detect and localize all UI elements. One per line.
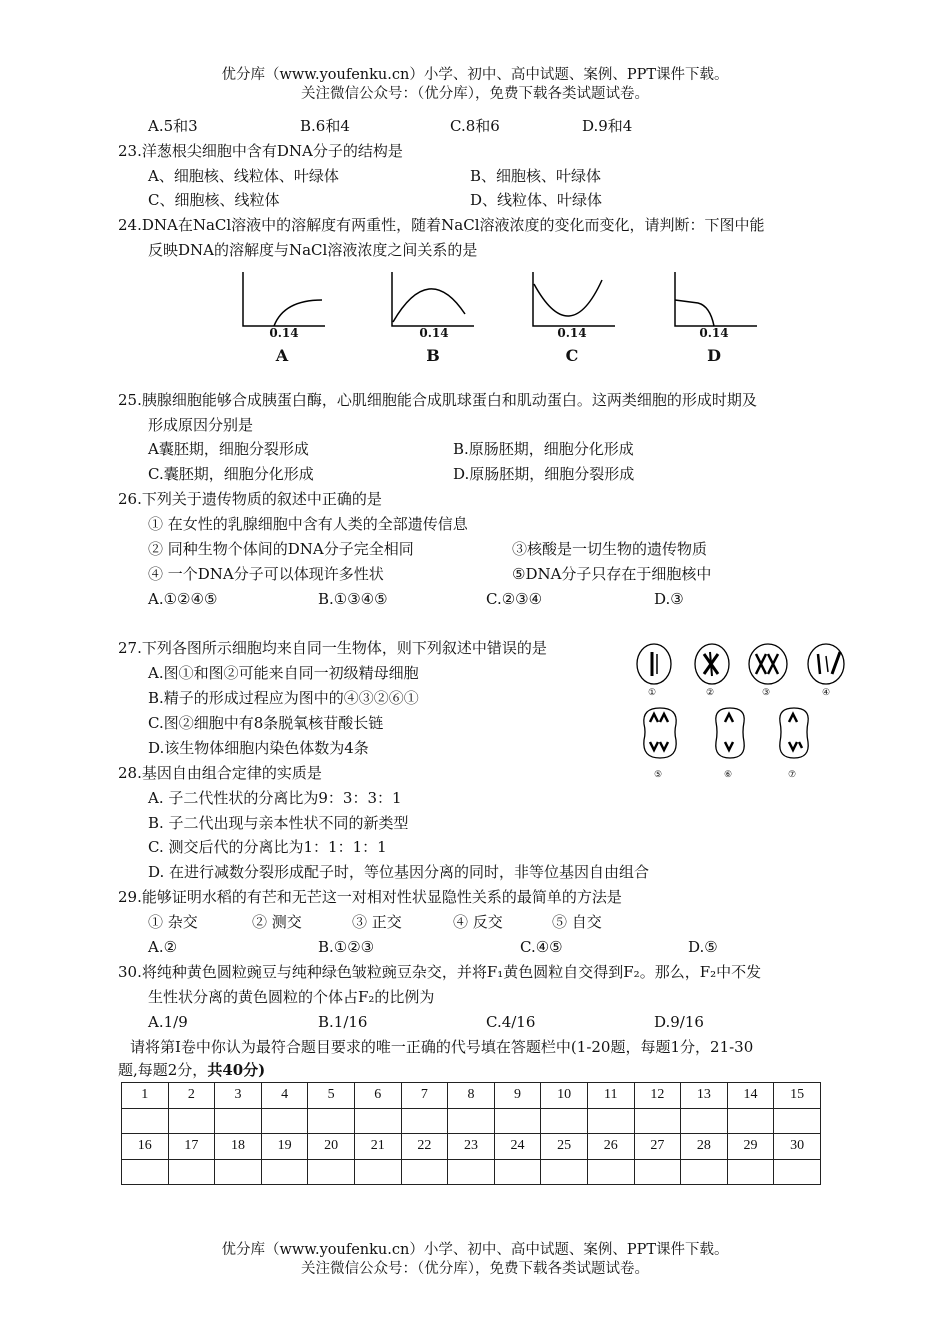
cell-label-5: ⑤ bbox=[654, 770, 663, 780]
q28-option-d: D. 在进行减数分裂形成配子时，等位基因分离的同时，非等位基因自由组合 bbox=[148, 863, 650, 881]
answer-number: 1 bbox=[122, 1083, 169, 1109]
q29-item-1: ① 杂交 bbox=[148, 913, 198, 931]
q29-item-5: ⑤ 自交 bbox=[552, 913, 602, 931]
answer-cell[interactable] bbox=[215, 1159, 262, 1185]
answer-cell[interactable] bbox=[587, 1159, 634, 1185]
page-footer-line1: 优分库（www.youfenku.cn）小学、初中、高中试题、案例、PPT课件下载。 bbox=[221, 1242, 729, 1258]
answer-cell[interactable] bbox=[122, 1159, 169, 1185]
answer-number: 3 bbox=[215, 1083, 262, 1109]
answer-number: 29 bbox=[727, 1134, 774, 1160]
answer-number: 28 bbox=[681, 1134, 728, 1160]
q27-option-c: C.图②细胞中有8条脱氧核苷酸长链 bbox=[148, 714, 384, 732]
graph-a-label: A bbox=[275, 346, 289, 365]
answer-table bbox=[121, 1082, 821, 1185]
answer-cell[interactable] bbox=[261, 1159, 308, 1185]
answer-number: 6 bbox=[354, 1083, 401, 1109]
answer-cell[interactable] bbox=[494, 1159, 541, 1185]
answer-cell[interactable] bbox=[494, 1108, 541, 1134]
answer-cell[interactable] bbox=[168, 1108, 215, 1134]
answer-cell[interactable] bbox=[122, 1108, 169, 1134]
graph-c bbox=[530, 270, 630, 370]
answer-cell[interactable] bbox=[354, 1159, 401, 1185]
instruction-total-points: 共40分) bbox=[207, 1061, 266, 1079]
answer-number: 11 bbox=[587, 1083, 634, 1109]
graph-a bbox=[240, 270, 340, 370]
q28-stem: 28.基因自由组合定律的实质是 bbox=[118, 764, 322, 782]
page-header-line2: 关注微信公众号：（优分库），免费下载各类试题试卷。 bbox=[301, 86, 649, 102]
answer-cell[interactable] bbox=[681, 1159, 728, 1185]
answer-cell[interactable] bbox=[401, 1159, 448, 1185]
q29-stem: 29.能够证明水稻的有芒和无芒这一对相对性状显隐性关系的最简单的方法是 bbox=[118, 888, 622, 906]
answer-number: 17 bbox=[168, 1134, 215, 1160]
cell-label-7: ⑦ bbox=[788, 770, 797, 780]
q24-stem-line2: 反映DNA的溶解度与NaCl溶液浓度之间关系的是 bbox=[148, 241, 478, 259]
answer-cell[interactable] bbox=[681, 1108, 728, 1134]
answer-number: 8 bbox=[448, 1083, 495, 1109]
cell-label-6: ⑥ bbox=[724, 770, 733, 780]
q29-option-a: A.② bbox=[148, 938, 178, 956]
q29-option-d: D.⑤ bbox=[688, 938, 718, 956]
q25-option-c: C.囊胚期，细胞分化形成 bbox=[148, 465, 314, 483]
answer-blank-row-2 bbox=[122, 1159, 821, 1185]
answer-cell[interactable] bbox=[308, 1159, 355, 1185]
answer-number: 2 bbox=[168, 1083, 215, 1109]
q28-option-a: A. 子二代性状的分离比为9：3：3：1 bbox=[148, 789, 402, 807]
answer-cell[interactable] bbox=[354, 1108, 401, 1134]
q26-option-d: D.③ bbox=[654, 590, 684, 608]
q29-item-2: ② 测交 bbox=[252, 913, 302, 931]
q26-item-1: ① 在女性的乳腺细胞中含有人类的全部遗传信息 bbox=[148, 515, 468, 533]
q26-item-2: ② 同种生物个体间的DNA分子完全相同 bbox=[148, 540, 414, 558]
cell-label-1: ① bbox=[648, 688, 657, 698]
q26-option-b: B.①③④⑤ bbox=[318, 590, 388, 608]
q26-item-5: ⑤DNA分子只存在于细胞核中 bbox=[512, 565, 712, 583]
answer-number: 14 bbox=[727, 1083, 774, 1109]
q26-item-4: ④ 一个DNA分子可以体现许多性状 bbox=[148, 565, 384, 583]
q23-option-a: A、细胞核、线粒体、叶绿体 bbox=[148, 167, 339, 185]
answer-cell[interactable] bbox=[401, 1108, 448, 1134]
answer-number: 5 bbox=[308, 1083, 355, 1109]
instruction-line2-text: 题,每题2分， bbox=[118, 1061, 208, 1079]
answer-cell[interactable] bbox=[727, 1159, 774, 1185]
q30-option-c: C.4/16 bbox=[486, 1013, 536, 1031]
answer-cell[interactable] bbox=[448, 1108, 495, 1134]
q25-option-d: D.原肠胚期，细胞分裂形成 bbox=[453, 465, 635, 483]
graph-a-tick: 0.14 bbox=[269, 326, 299, 340]
q26-stem: 26.下列关于遗传物质的叙述中正确的是 bbox=[118, 490, 382, 508]
q23-option-c: C、细胞核、线粒体 bbox=[148, 191, 280, 209]
cell-label-3: ③ bbox=[762, 688, 771, 698]
answer-cell[interactable] bbox=[541, 1108, 588, 1134]
answer-number: 26 bbox=[587, 1134, 634, 1160]
q22-option-a: A.5和3 bbox=[148, 117, 198, 135]
q26-option-a: A.①②④⑤ bbox=[148, 590, 218, 608]
answer-number: 24 bbox=[494, 1134, 541, 1160]
cell-label-4: ④ bbox=[822, 688, 831, 698]
answer-number: 13 bbox=[681, 1083, 728, 1109]
q25-stem-line1: 25.胰腺细胞能够合成胰蛋白酶，心肌细胞能合成肌球蛋白和肌动蛋白。这两类细胞的形成时期及 bbox=[118, 391, 757, 409]
answer-cell[interactable] bbox=[541, 1159, 588, 1185]
answer-cell[interactable] bbox=[634, 1159, 681, 1185]
answer-blank-row-1 bbox=[122, 1108, 821, 1134]
q25-stem-line2: 形成原因分别是 bbox=[148, 416, 254, 434]
q23-option-b: B、细胞核、叶绿体 bbox=[470, 167, 602, 185]
answer-number: 30 bbox=[774, 1134, 821, 1160]
q27-stem: 27.下列各图所示细胞均来自同一生物体，则下列叙述中错误的是 bbox=[118, 639, 547, 657]
graph-d-label: D bbox=[707, 346, 721, 365]
answer-cell[interactable] bbox=[261, 1108, 308, 1134]
answer-number: 23 bbox=[448, 1134, 495, 1160]
q26-option-c: C.②③④ bbox=[486, 590, 543, 608]
answer-number: 10 bbox=[541, 1083, 588, 1109]
answer-cell[interactable] bbox=[168, 1159, 215, 1185]
answer-number: 4 bbox=[261, 1083, 308, 1109]
cell-label-2: ② bbox=[706, 688, 715, 698]
answer-number: 7 bbox=[401, 1083, 448, 1109]
q30-option-d: D.9/16 bbox=[654, 1013, 704, 1031]
q30-option-a: A.1/9 bbox=[148, 1013, 188, 1031]
q30-stem-line2: 生性状分离的黄色圆粒的个体占F₂的比例为 bbox=[148, 988, 435, 1006]
q22-option-d: D.9和4 bbox=[582, 117, 633, 135]
answer-number: 12 bbox=[634, 1083, 681, 1109]
q27-option-a: A.图①和图②可能来自同一初级精母细胞 bbox=[148, 664, 419, 682]
answer-number: 15 bbox=[774, 1083, 821, 1109]
page-footer-line2: 关注微信公众号：（优分库），免费下载各类试题试卷。 bbox=[301, 1261, 649, 1277]
q25-option-b: B.原肠胚期，细胞分化形成 bbox=[453, 440, 634, 458]
answer-cell[interactable] bbox=[308, 1108, 355, 1134]
q29-option-c: C.④⑤ bbox=[520, 938, 563, 956]
answer-number: 16 bbox=[122, 1134, 169, 1160]
graph-b-label: B bbox=[426, 346, 440, 365]
answer-cell[interactable] bbox=[448, 1159, 495, 1185]
q25-option-a: A囊胚期，细胞分裂形成 bbox=[148, 440, 309, 458]
q26-item-3: ③核酸是一切生物的遗传物质 bbox=[512, 540, 708, 558]
graph-b bbox=[389, 270, 489, 370]
q30-option-b: B.1/16 bbox=[318, 1013, 368, 1031]
answer-number: 18 bbox=[215, 1134, 262, 1160]
answer-header-row-1 bbox=[122, 1083, 821, 1109]
graph-c-tick: 0.14 bbox=[557, 326, 587, 340]
answer-cell[interactable] bbox=[727, 1108, 774, 1134]
answer-number: 19 bbox=[261, 1134, 308, 1160]
graph-d bbox=[672, 270, 772, 370]
q23-stem: 23.洋葱根尖细胞中含有DNA分子的结构是 bbox=[118, 142, 403, 160]
answer-cell[interactable] bbox=[774, 1159, 821, 1185]
answer-number: 21 bbox=[354, 1134, 401, 1160]
q29-item-3: ③ 正交 bbox=[352, 913, 402, 931]
graph-c-label: C bbox=[565, 346, 579, 365]
q30-stem-line1: 30.将纯种黄色圆粒豌豆与纯种绿色皱粒豌豆杂交，并将F₁黄色圆粒自交得到F₂。那么，F₂中不发 bbox=[118, 963, 762, 981]
answer-number: 20 bbox=[308, 1134, 355, 1160]
q27-option-d: D.该生物体细胞内染色体数为4条 bbox=[148, 739, 369, 757]
cell-division-figure bbox=[634, 642, 854, 787]
graph-b-tick: 0.14 bbox=[419, 326, 449, 340]
q22-option-c: C.8和6 bbox=[450, 117, 500, 135]
answer-cell[interactable] bbox=[215, 1108, 262, 1134]
q29-option-b: B.①②③ bbox=[318, 938, 375, 956]
q28-option-c: C. 测交后代的分离比为1：1：1：1 bbox=[148, 838, 387, 856]
instruction-line2 bbox=[118, 1060, 265, 1080]
answer-header-row-2 bbox=[122, 1134, 821, 1160]
instruction-line1: 请将第Ⅰ卷中你认为最符合题目要求的唯一正确的代号填在答题栏中(1-20题，每题1分，21-30 bbox=[130, 1038, 754, 1056]
q24-stem-line1: 24.DNA在NaCl溶液中的溶解度有两重性，随着NaCl溶液浓度的变化而变化，请判断：下图中能 bbox=[118, 216, 765, 234]
q27-option-b: B.精子的形成过程应为图中的④③②⑥① bbox=[148, 689, 419, 707]
q29-item-4: ④ 反交 bbox=[453, 913, 503, 931]
answer-cell[interactable] bbox=[774, 1108, 821, 1134]
answer-number: 25 bbox=[541, 1134, 588, 1160]
answer-cell[interactable] bbox=[587, 1108, 634, 1134]
answer-cell[interactable] bbox=[634, 1108, 681, 1134]
q22-option-b: B.6和4 bbox=[300, 117, 350, 135]
answer-number: 27 bbox=[634, 1134, 681, 1160]
graph-d-tick: 0.14 bbox=[699, 326, 729, 340]
cell-division-drawing bbox=[634, 642, 854, 787]
answer-number: 9 bbox=[494, 1083, 541, 1109]
answer-number: 22 bbox=[401, 1134, 448, 1160]
page-header-line1: 优分库（www.youfenku.cn）小学、初中、高中试题、案例、PPT课件下载。 bbox=[221, 67, 729, 83]
q28-option-b: B. 子二代出现与亲本性状不同的新类型 bbox=[148, 814, 409, 832]
q23-option-d: D、线粒体、叶绿体 bbox=[470, 191, 603, 209]
